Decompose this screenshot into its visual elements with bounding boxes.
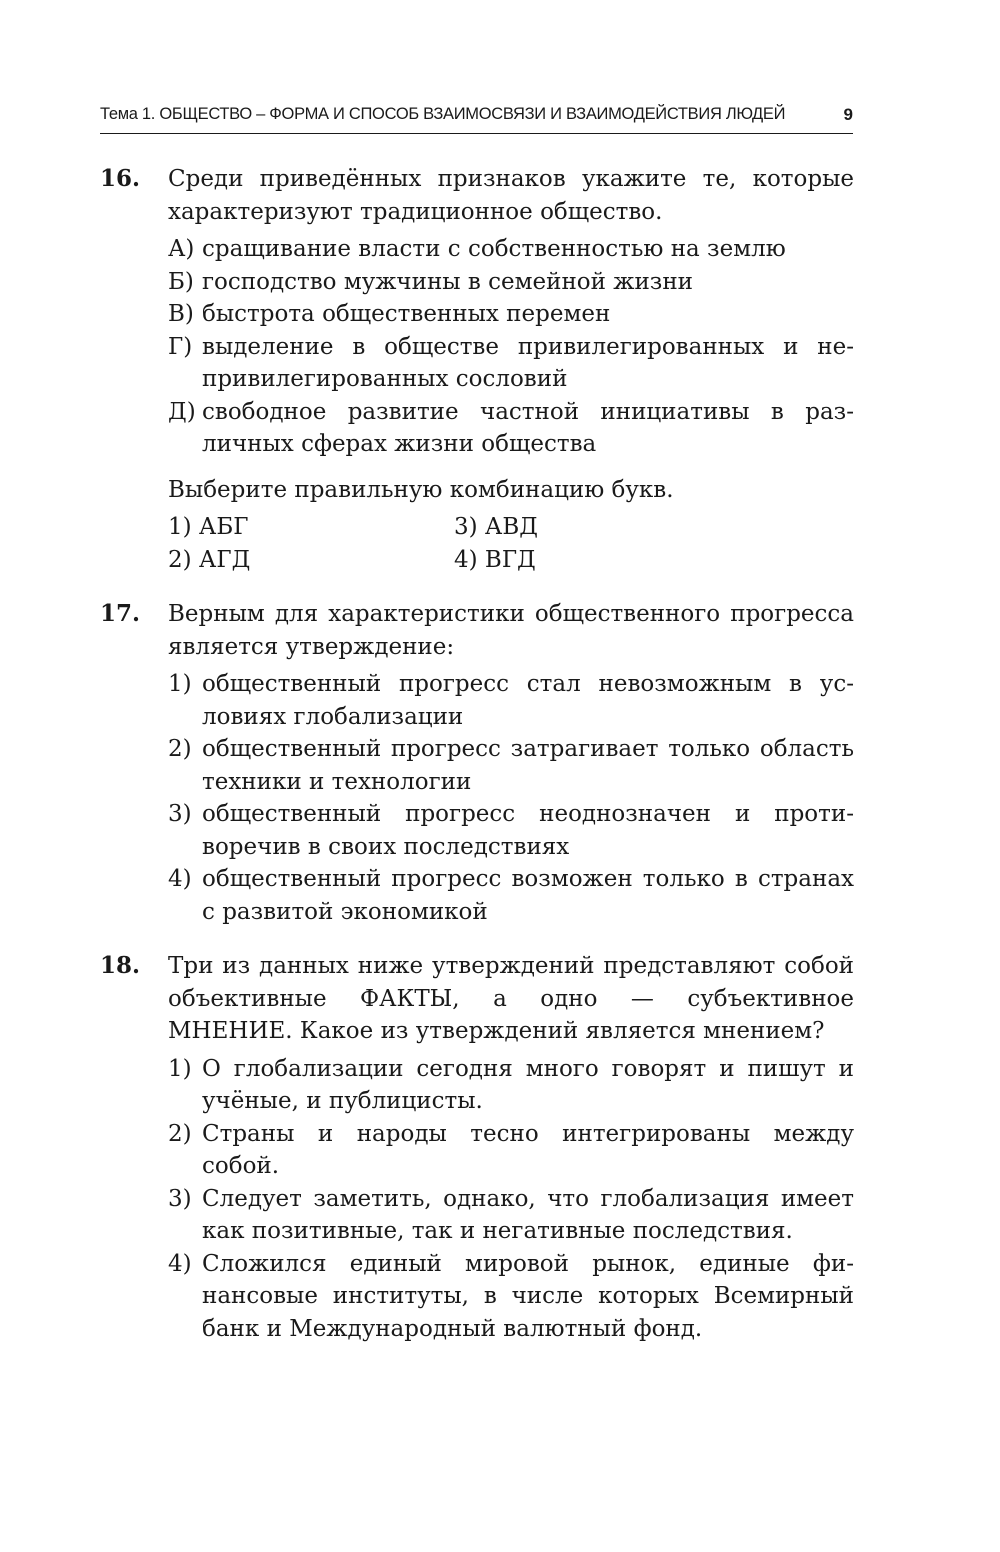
- option-label: 2): [168, 1120, 192, 1147]
- chapter-title: Тема 1. ОБЩЕСТВО – ФОРМА И СПОСОБ ВЗАИМОСВЯЗИ И ВЗАИМОДЕЙСТВИЯ ЛЮДЕЙ: [100, 105, 786, 123]
- option-text: О глобализации сегодня много говорят и пишут и учёные, и публицисты.: [202, 1055, 854, 1114]
- option-label: Д): [168, 398, 196, 425]
- option-text: господство мужчины в семейной жизни: [202, 268, 693, 295]
- option-item: [168, 1053, 854, 1118]
- option-label: Б): [168, 268, 194, 295]
- option-item: [168, 863, 854, 928]
- answer-choice: [454, 544, 754, 577]
- page-number: 9: [843, 105, 853, 124]
- question-16: [100, 163, 854, 576]
- question-number: 18.: [100, 952, 141, 979]
- option-label: А): [168, 236, 195, 262]
- option-text: общественный прогресс неоднозначен и противоречив в своих последствиях: [202, 801, 854, 860]
- option-item: [168, 668, 854, 733]
- option-text: общественный прогресс возможен только в странах с развитой экономикой: [202, 866, 854, 925]
- option-label: 3): [168, 801, 192, 827]
- answer-label: 1): [168, 514, 192, 540]
- option-item: [168, 1248, 854, 1346]
- answer-label: 3): [454, 514, 478, 540]
- option-item: [168, 298, 854, 331]
- answer-label: 2): [168, 546, 192, 573]
- question-text: Три из данных ниже утверждений представляют собой объективные ФАКТЫ, а одно — субъективное МНЕНИЕ. Какое из утверждений является мнением?: [168, 953, 854, 1044]
- option-item: [168, 331, 854, 396]
- answer-grid: [168, 511, 854, 576]
- option-text: общественный прогресс затрагивает только область техники и технологии: [202, 736, 854, 795]
- option-text: Страны и народы тесно интегрированы между собой.: [202, 1120, 854, 1179]
- option-list: [168, 233, 854, 461]
- option-text: Следует заметить, однако, что глобализация имеет как позитивные, так и негативные последствия.: [202, 1185, 854, 1244]
- option-label: 2): [168, 736, 192, 762]
- option-list: [168, 1053, 854, 1346]
- answer-choice: [454, 511, 754, 544]
- option-item: [168, 798, 854, 863]
- question-18: [100, 950, 854, 1345]
- answer-label: 4): [454, 546, 478, 573]
- option-label: Г): [168, 333, 193, 360]
- answer-choice: [168, 544, 454, 577]
- option-label: В): [168, 301, 194, 327]
- question-text: Верным для характеристики общественного прогресса является утверждение:: [168, 601, 854, 660]
- option-text: быстрота общественных перемен: [202, 301, 611, 327]
- page-content: [100, 163, 854, 1367]
- option-item: [168, 733, 854, 798]
- option-text: общественный прогресс стал невозможным в условиях глобализации: [202, 671, 854, 730]
- option-label: 3): [168, 1185, 192, 1212]
- option-list: [168, 668, 854, 928]
- option-text: выделение в обществе привилегированных и непривилегированных сословий: [202, 333, 854, 392]
- answer-text: АБГ: [198, 514, 249, 540]
- option-item: [168, 1183, 854, 1248]
- answer-choice: [168, 511, 454, 544]
- option-item: [168, 396, 854, 461]
- option-label: 1): [168, 671, 192, 697]
- question-number: 16.: [100, 165, 141, 192]
- option-item: [168, 233, 854, 266]
- question-17: [100, 598, 854, 928]
- answer-text: ВГД: [484, 546, 536, 573]
- question-text: Среди приведённых признаков укажите те, которые характеризуют традиционное общество.: [168, 166, 854, 225]
- option-text: Сложился единый мировой рынок, единые финансовые институты, в числе которых Всемирный банк и Международный валютный фонд.: [202, 1250, 854, 1342]
- option-item: [168, 266, 854, 299]
- option-item: [168, 1118, 854, 1183]
- running-header: [100, 103, 853, 134]
- option-text: свободное развитие частной инициативы в различных сферах жизни общества: [202, 398, 854, 457]
- option-label: 1): [168, 1055, 192, 1082]
- answer-text: АВД: [484, 514, 538, 540]
- option-text: сращивание власти с собственностью на землю: [202, 236, 786, 262]
- answer-text: АГД: [198, 546, 251, 573]
- option-label: 4): [168, 866, 192, 892]
- option-label: 4): [168, 1250, 192, 1277]
- instruction-text: Выберите правильную комбинацию букв.: [168, 476, 674, 503]
- question-number: 17.: [100, 600, 141, 627]
